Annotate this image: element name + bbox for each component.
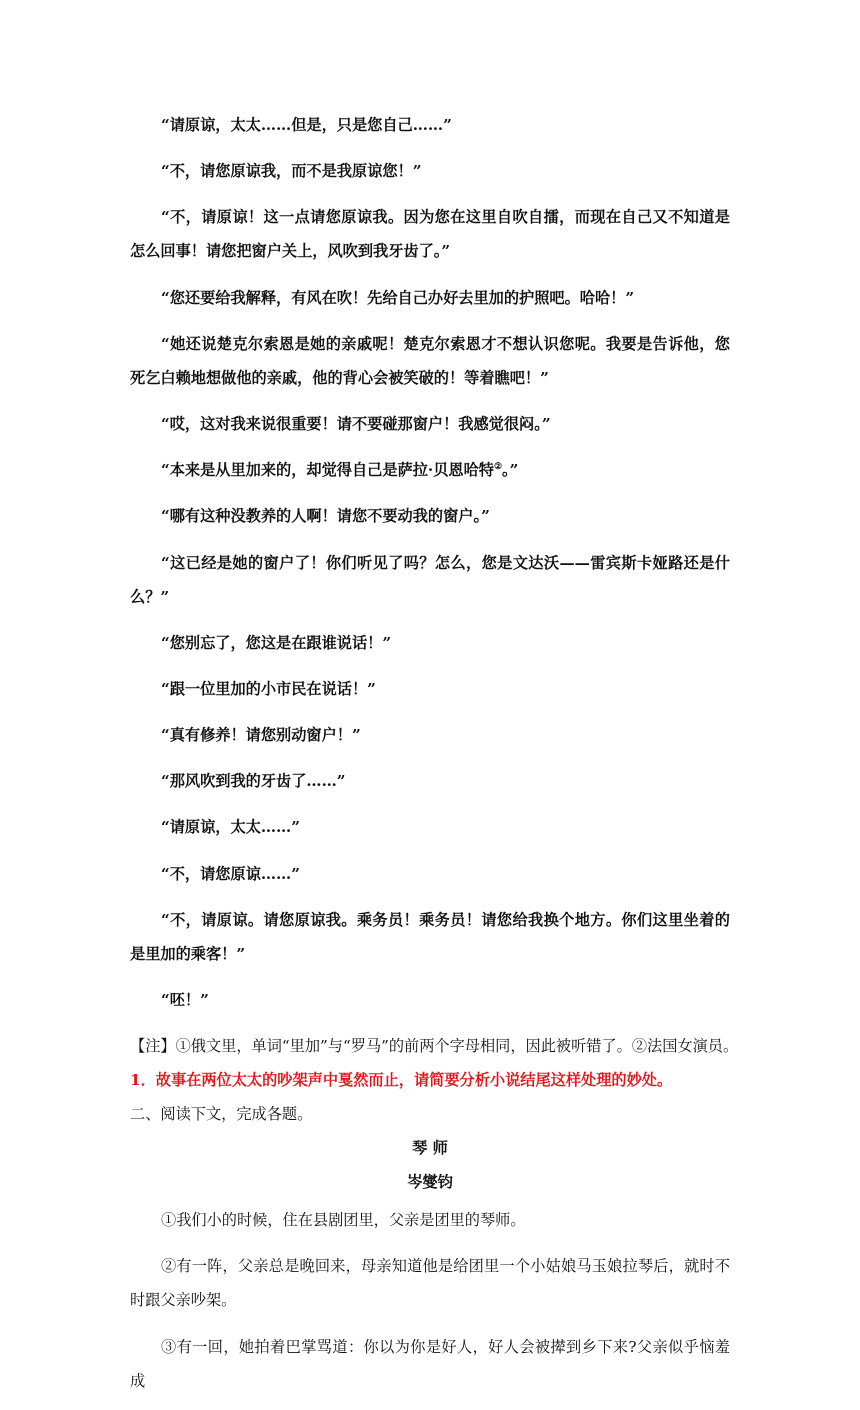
story-paragraph: ①我们小的时候，住在县剧团里，父亲是团里的琴师。 bbox=[161, 1211, 526, 1230]
footnote-marker: ② bbox=[493, 462, 503, 473]
story-author: 岑燮钧 bbox=[407, 1173, 453, 1192]
dialogue-line: “呸！” bbox=[161, 991, 209, 1009]
dialogue-line: “哪有这种没教养的人啊！请您不要动我的窗户。” bbox=[161, 507, 490, 526]
dialogue-line: “请原谅，太太……但是，只是您自己……” bbox=[161, 116, 452, 134]
section-heading: 二、阅读下文，完成各题。 bbox=[130, 1105, 313, 1124]
dialogue-line: “真有修养！请您别动窗户！” bbox=[161, 726, 361, 745]
dialogue-line: “这已经是她的窗户了！你们听见了吗？怎么，您是文达沃——雷宾斯卡娅路还是什么？” bbox=[130, 553, 730, 606]
story-paragraph: ②有一阵，父亲总是晚回来，母亲知道他是给团里一个小姑娘马玉娘拉琴后，就时不时跟父亲吵架。 bbox=[130, 1257, 730, 1310]
dialogue-line: “跟一位里加的小市民在说话！” bbox=[161, 679, 376, 698]
dialogue-line: “不，请您原谅我，而不是我原谅您！” bbox=[161, 162, 422, 181]
dialogue-text: “本来是从里加来的，却觉得自己是萨拉·贝恩哈特 bbox=[161, 461, 494, 480]
story-title: 琴 师 bbox=[412, 1139, 448, 1158]
dialogue-line: “那风吹到我的牙齿了……” bbox=[161, 772, 346, 791]
dialogue-line-with-footnote bbox=[130, 453, 730, 487]
dialogue-tail: 。” bbox=[502, 461, 519, 480]
dialogue-line: “您还要给我解释，有风在吹！先给自己办好去里加的护照吧。哈哈！” bbox=[161, 288, 635, 307]
dialogue-line: “您别忘了，您这是在跟谁说话！” bbox=[161, 633, 392, 652]
question-1: 1．故事在两位太太的吵架声中戛然而止，请简要分析小说结尾这样处理的妙处。 bbox=[130, 1071, 673, 1090]
dialogue-line: “不，请您原谅……” bbox=[161, 864, 300, 883]
footnote: 【注】①俄文里，单词“里加”与“罗马”的前两个字母相同，因此被听错了。②法国女演员。 bbox=[130, 1037, 739, 1056]
dialogue-line: “不，请原谅。请您原谅我。乘务员！乘务员！请您给我换个地方。你们这里坐着的是里加的乘客！” bbox=[130, 910, 730, 963]
dialogue-line: “她还说楚克尔索恩是她的亲戚呢！楚克尔索恩才不想认识您呢。我要是告诉他，您死乞白赖地想做他的亲戚，他的背心会被笑破的！等着瞧吧！” bbox=[130, 334, 730, 387]
story-paragraph: ③有一回，她拍着巴掌骂道：你以为你是好人，好人会被撵到乡下来?父亲似乎恼羞成 bbox=[130, 1337, 730, 1390]
dialogue-line: “请原谅，太太……” bbox=[161, 818, 300, 837]
document-content bbox=[130, 108, 739, 1410]
dialogue-line: “哎，这对我来说很重要！请不要碰那窗户！我感觉很闷。” bbox=[161, 414, 551, 433]
dialogue-line: “不，请原谅！这一点请您原谅我。因为您在这里自吹自擂，而现在自己又不知道是怎么回事！请您把窗户关上，风吹到我牙齿了。” bbox=[130, 208, 730, 261]
